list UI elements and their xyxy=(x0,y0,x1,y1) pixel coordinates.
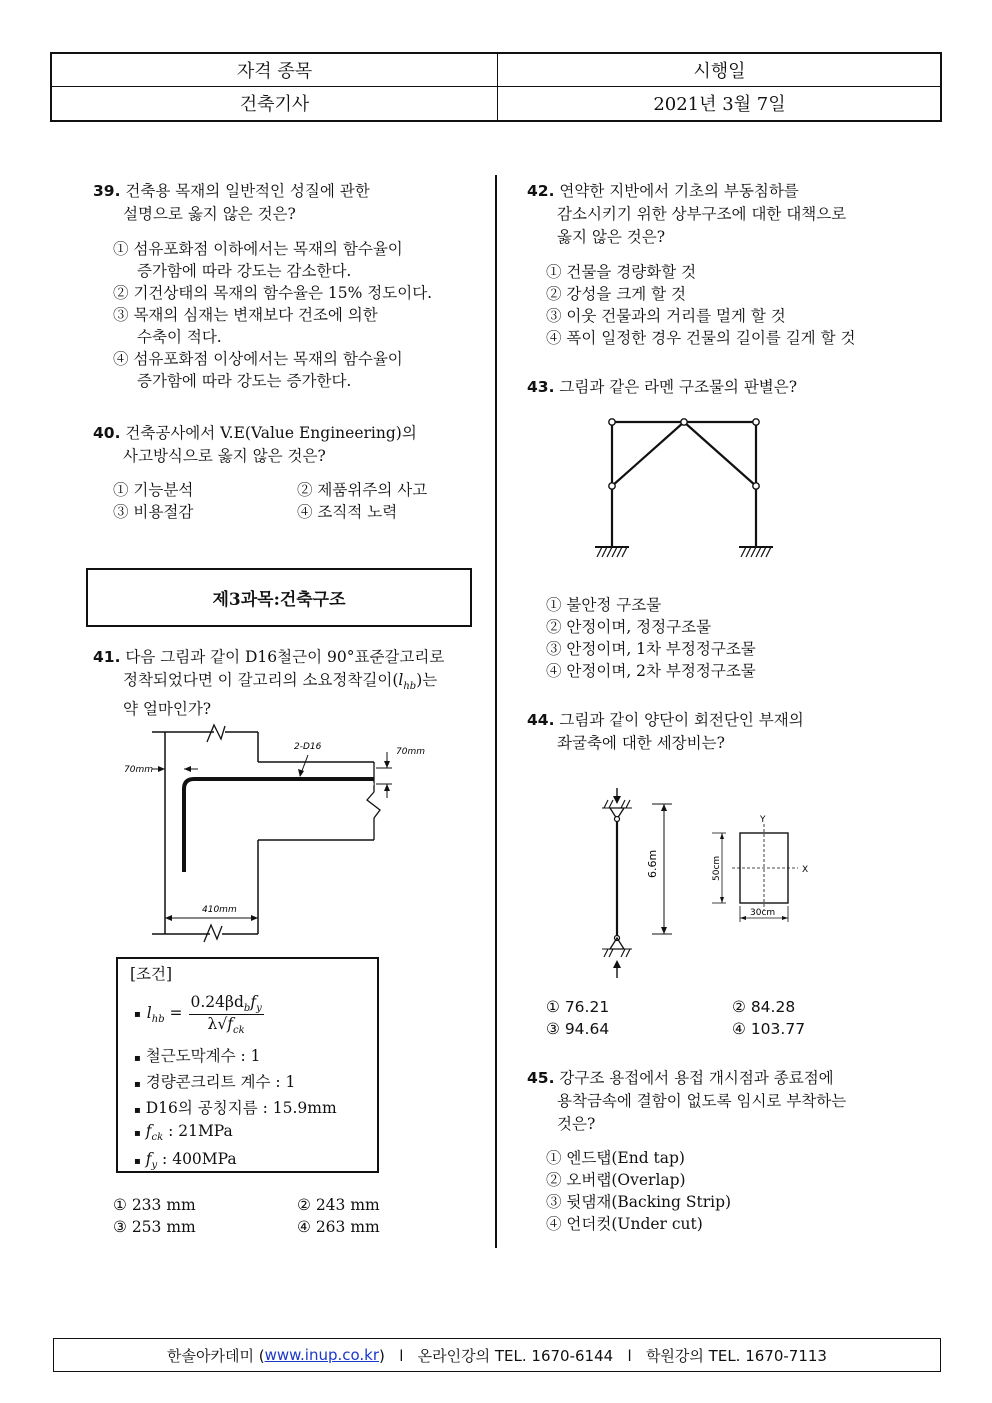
q40-line1: 건축공사에서 V.E(Value Engineering)의 xyxy=(125,424,417,442)
q44-option-3[interactable]: ③ 94.64 xyxy=(546,1020,610,1038)
fck-subscript: ck xyxy=(151,1132,164,1144)
q39-option-4-mark: ④ xyxy=(113,350,129,368)
footer xyxy=(53,1338,941,1372)
height-label: 50cm xyxy=(712,855,722,881)
footer-contact: ) l 온라인강의 TEL. 1670-6144 l 학원강의 TEL. 1670-7113 xyxy=(379,1346,827,1365)
q45-line1: 강구조 용접에서 용접 개시점과 종료점에 xyxy=(559,1069,834,1087)
q43-stem xyxy=(527,376,797,399)
q40-option-3[interactable]: ③ 비용절감 xyxy=(113,503,194,521)
q41-line2-end: )는 xyxy=(416,671,438,689)
q39-number: 39. xyxy=(93,182,121,200)
q39-line1: 건축용 목재의 일반적인 성질에 관한 xyxy=(125,182,370,200)
formula-den-fsub: ck xyxy=(233,1025,245,1037)
condition-item-2 xyxy=(134,1070,295,1092)
fy-value: : 400MPa xyxy=(157,1150,237,1168)
formula-den-f: f xyxy=(227,1015,234,1034)
q44-number: 44. xyxy=(527,711,555,729)
fy-subscript: y xyxy=(151,1160,158,1172)
q43-option-1[interactable]: ① 불안정 구조물 xyxy=(546,596,662,614)
condition-bullet: ▪ xyxy=(134,1053,141,1064)
q41-line2: 정착되었다면 이 갈고리의 소요정착길이( xyxy=(123,671,399,689)
condition-fck xyxy=(134,1122,233,1143)
q41-number: 41. xyxy=(93,648,121,666)
q43-number: 43. xyxy=(527,378,555,396)
formula-numerator: 0.24βd xyxy=(190,993,244,1011)
q42-option-4[interactable]: ④ 폭이 일정한 경우 건물의 길이를 길게 할 것 xyxy=(546,329,856,347)
fck-symbol: f xyxy=(145,1122,152,1140)
q41-lhb-subscript: hb xyxy=(403,681,417,693)
formula-num-f: f xyxy=(250,993,257,1011)
q39-option-2-l1: 기건상태의 목재의 함수율은 15% 정도이다. xyxy=(133,284,433,302)
condition-item-2-text: 경량콘크리트 계수 : 1 xyxy=(145,1073,296,1091)
q42-line3: 옳지 않은 것은? xyxy=(557,228,666,246)
q42-line1: 연약한 지반에서 기초의 부동침하를 xyxy=(559,182,799,200)
q45-option-1[interactable]: ① 엔드탭(End tap) xyxy=(546,1149,685,1167)
q44-line2: 좌굴축에 대한 세장비는? xyxy=(557,734,725,752)
q39-option-3-l2: 수축이 적다. xyxy=(137,328,222,346)
condition-bullet: ▪ xyxy=(134,1128,141,1139)
q39-options xyxy=(113,238,432,392)
header-table xyxy=(50,52,942,122)
q39-option-3-l1: 목재의 심재는 변재보다 건조에 의한 xyxy=(133,306,378,324)
q42-line2: 감소시키기 위한 상부구조에 대한 대책으로 xyxy=(557,205,847,223)
q43-option-2[interactable]: ② 안정이며, 정정구조물 xyxy=(546,618,712,636)
q42-stem xyxy=(527,180,846,249)
column-divider xyxy=(495,175,497,1248)
header-col2-value: 2021년 3월 7일 xyxy=(653,94,786,115)
q45-option-4[interactable]: ④ 언더컷(Under cut) xyxy=(546,1215,703,1233)
q39-option-2[interactable] xyxy=(113,282,432,304)
dim-left-label: 70mm xyxy=(124,765,153,775)
rahmen-frame-figure xyxy=(585,412,785,564)
q41-option-2[interactable]: ② 243 mm xyxy=(297,1196,380,1214)
dim-right-label: 70mm xyxy=(396,747,425,757)
axis-y-label: Y xyxy=(760,815,766,825)
q42-option-1[interactable]: ① 건물을 경량화할 것 xyxy=(546,263,697,281)
formula-fraction: $0.24\beta d_bf_y$ $\lambda√f_{ck}$ xyxy=(190,993,262,1037)
q43-option-4[interactable]: ④ 안정이며, 2차 부정정구조물 xyxy=(546,662,756,680)
formula-lhs-sub: hb xyxy=(151,1014,165,1026)
q40-line2: 사고방식으로 옳지 않은 것은? xyxy=(123,447,326,465)
q41-line3: 약 얼마인가? xyxy=(123,700,212,719)
bar-label: 2-D16 xyxy=(294,742,322,752)
condition-item-1 xyxy=(134,1044,261,1066)
q40-option-4[interactable]: ④ 조직적 노력 xyxy=(297,503,398,521)
condition-fy xyxy=(134,1150,237,1171)
q42-options xyxy=(546,261,855,349)
q39-option-1-l1: 섬유포화점 이하에서는 목재의 함수율이 xyxy=(133,240,403,258)
column-buckling-figure xyxy=(590,786,830,982)
formula-bullet: ▪ xyxy=(134,1009,141,1021)
q45-line3: 것은? xyxy=(557,1115,596,1133)
header-row-values xyxy=(52,86,940,120)
q43-option-3[interactable]: ③ 안정이며, 1차 부정정구조물 xyxy=(546,640,756,658)
hook-detail-figure xyxy=(112,722,425,952)
q41-option-3[interactable]: ③ 253 mm xyxy=(113,1218,196,1236)
conditions-box xyxy=(116,957,379,1173)
q45-stem xyxy=(527,1067,846,1136)
q41-option-4[interactable]: ④ 263 mm xyxy=(297,1218,380,1236)
condition-item-3 xyxy=(134,1096,337,1118)
q41-stem xyxy=(93,646,444,721)
q42-option-3[interactable]: ③ 이웃 건물과의 거리를 멀게 할 것 xyxy=(546,307,786,325)
q39-option-1[interactable] xyxy=(113,238,432,260)
q39-option-4-l2: 증가함에 따라 강도는 증가한다. xyxy=(137,372,352,390)
q41-line1: 다음 그림과 같이 D16철근이 90°표준갈고리로 xyxy=(125,648,445,666)
q39-stem xyxy=(93,180,370,226)
footer-website-link[interactable]: www.inup.co.kr xyxy=(264,1346,380,1364)
q43-line1: 그림과 같은 라멘 구조물의 판별은? xyxy=(559,378,798,396)
q44-option-2[interactable]: ② 84.28 xyxy=(732,998,796,1016)
header-col1-title: 자격 종목 xyxy=(52,54,498,86)
q43-options xyxy=(546,594,756,682)
width-label: 30cm xyxy=(750,908,776,918)
q45-options xyxy=(546,1147,731,1235)
formula-denominator: λ xyxy=(207,1015,218,1034)
length-label: 6.6m xyxy=(646,849,659,878)
q39-option-1-l2: 증가함에 따라 강도는 감소한다. xyxy=(137,262,352,280)
condition-bullet: ▪ xyxy=(134,1105,141,1116)
q45-option-2[interactable]: ② 오버랩(Overlap) xyxy=(546,1171,686,1189)
formula-num-fsub: y xyxy=(256,1003,262,1015)
q44-stem xyxy=(527,709,804,755)
q44-line1: 그림과 같이 양단이 회전단인 부재의 xyxy=(559,711,804,729)
header-col2-title: 시행일 xyxy=(693,61,746,82)
formula-num-sub: b xyxy=(243,1003,251,1015)
condition-bullet: ▪ xyxy=(134,1156,141,1167)
q45-option-3[interactable]: ③ 뒷댐재(Backing Strip) xyxy=(546,1193,732,1211)
condition-item-1-text: 철근도막계수 : 1 xyxy=(145,1047,261,1065)
q44-option-4[interactable]: ④ 103.77 xyxy=(732,1020,806,1038)
axis-x-label: X xyxy=(802,865,809,875)
q40-option-1[interactable]: ① 기능분석 xyxy=(113,481,194,499)
fck-value: : 21MPa xyxy=(163,1122,233,1140)
q40-option-2[interactable]: ② 제품위주의 사고 xyxy=(297,481,428,499)
header-col1-value: 건축기사 xyxy=(52,86,498,120)
formula-lhs: l xyxy=(146,1004,152,1023)
q39-option-4[interactable] xyxy=(113,348,432,370)
q40-number: 40. xyxy=(93,424,121,442)
q44-option-1[interactable]: ① 76.21 xyxy=(546,998,610,1016)
footer-org: 한솔아카데미 ( xyxy=(167,1346,265,1365)
q42-number: 42. xyxy=(527,182,555,200)
q45-number: 45. xyxy=(527,1069,555,1087)
q39-option-3[interactable] xyxy=(113,304,432,326)
q40-stem xyxy=(93,422,417,468)
dim-bottom-label: 410mm xyxy=(202,905,237,915)
conditions-title: [조건] xyxy=(130,965,173,983)
q45-line2: 용착금속에 결함이 없도록 임시로 부착하는 xyxy=(557,1092,847,1110)
fy-symbol: f xyxy=(145,1150,152,1168)
q39-option-3-mark: ③ xyxy=(113,306,129,324)
q39-line2: 설명으로 옳지 않은 것은? xyxy=(123,205,296,223)
formula: ▪ $l_{hb}$ = $0.24\beta d_bf_y$ $\lambda√f_{ck}$ xyxy=(134,993,262,1037)
condition-bullet: ▪ xyxy=(134,1079,141,1090)
q41-option-1[interactable]: ① 233 mm xyxy=(113,1196,196,1214)
q39-option-1-mark: ① xyxy=(113,240,129,258)
subject-box: 제3과목:건축구조 xyxy=(86,568,472,627)
q42-option-2[interactable]: ② 강성을 크게 할 것 xyxy=(546,285,687,303)
q39-option-2-mark: ② xyxy=(113,284,129,302)
q41-lhb-symbol: l xyxy=(398,671,404,689)
header-row-titles xyxy=(52,54,940,87)
condition-item-3-text: D16의 공칭지름 : 15.9mm xyxy=(145,1099,337,1117)
q39-option-4-l1: 섬유포화점 이상에서는 목재의 함수율이 xyxy=(133,350,403,368)
